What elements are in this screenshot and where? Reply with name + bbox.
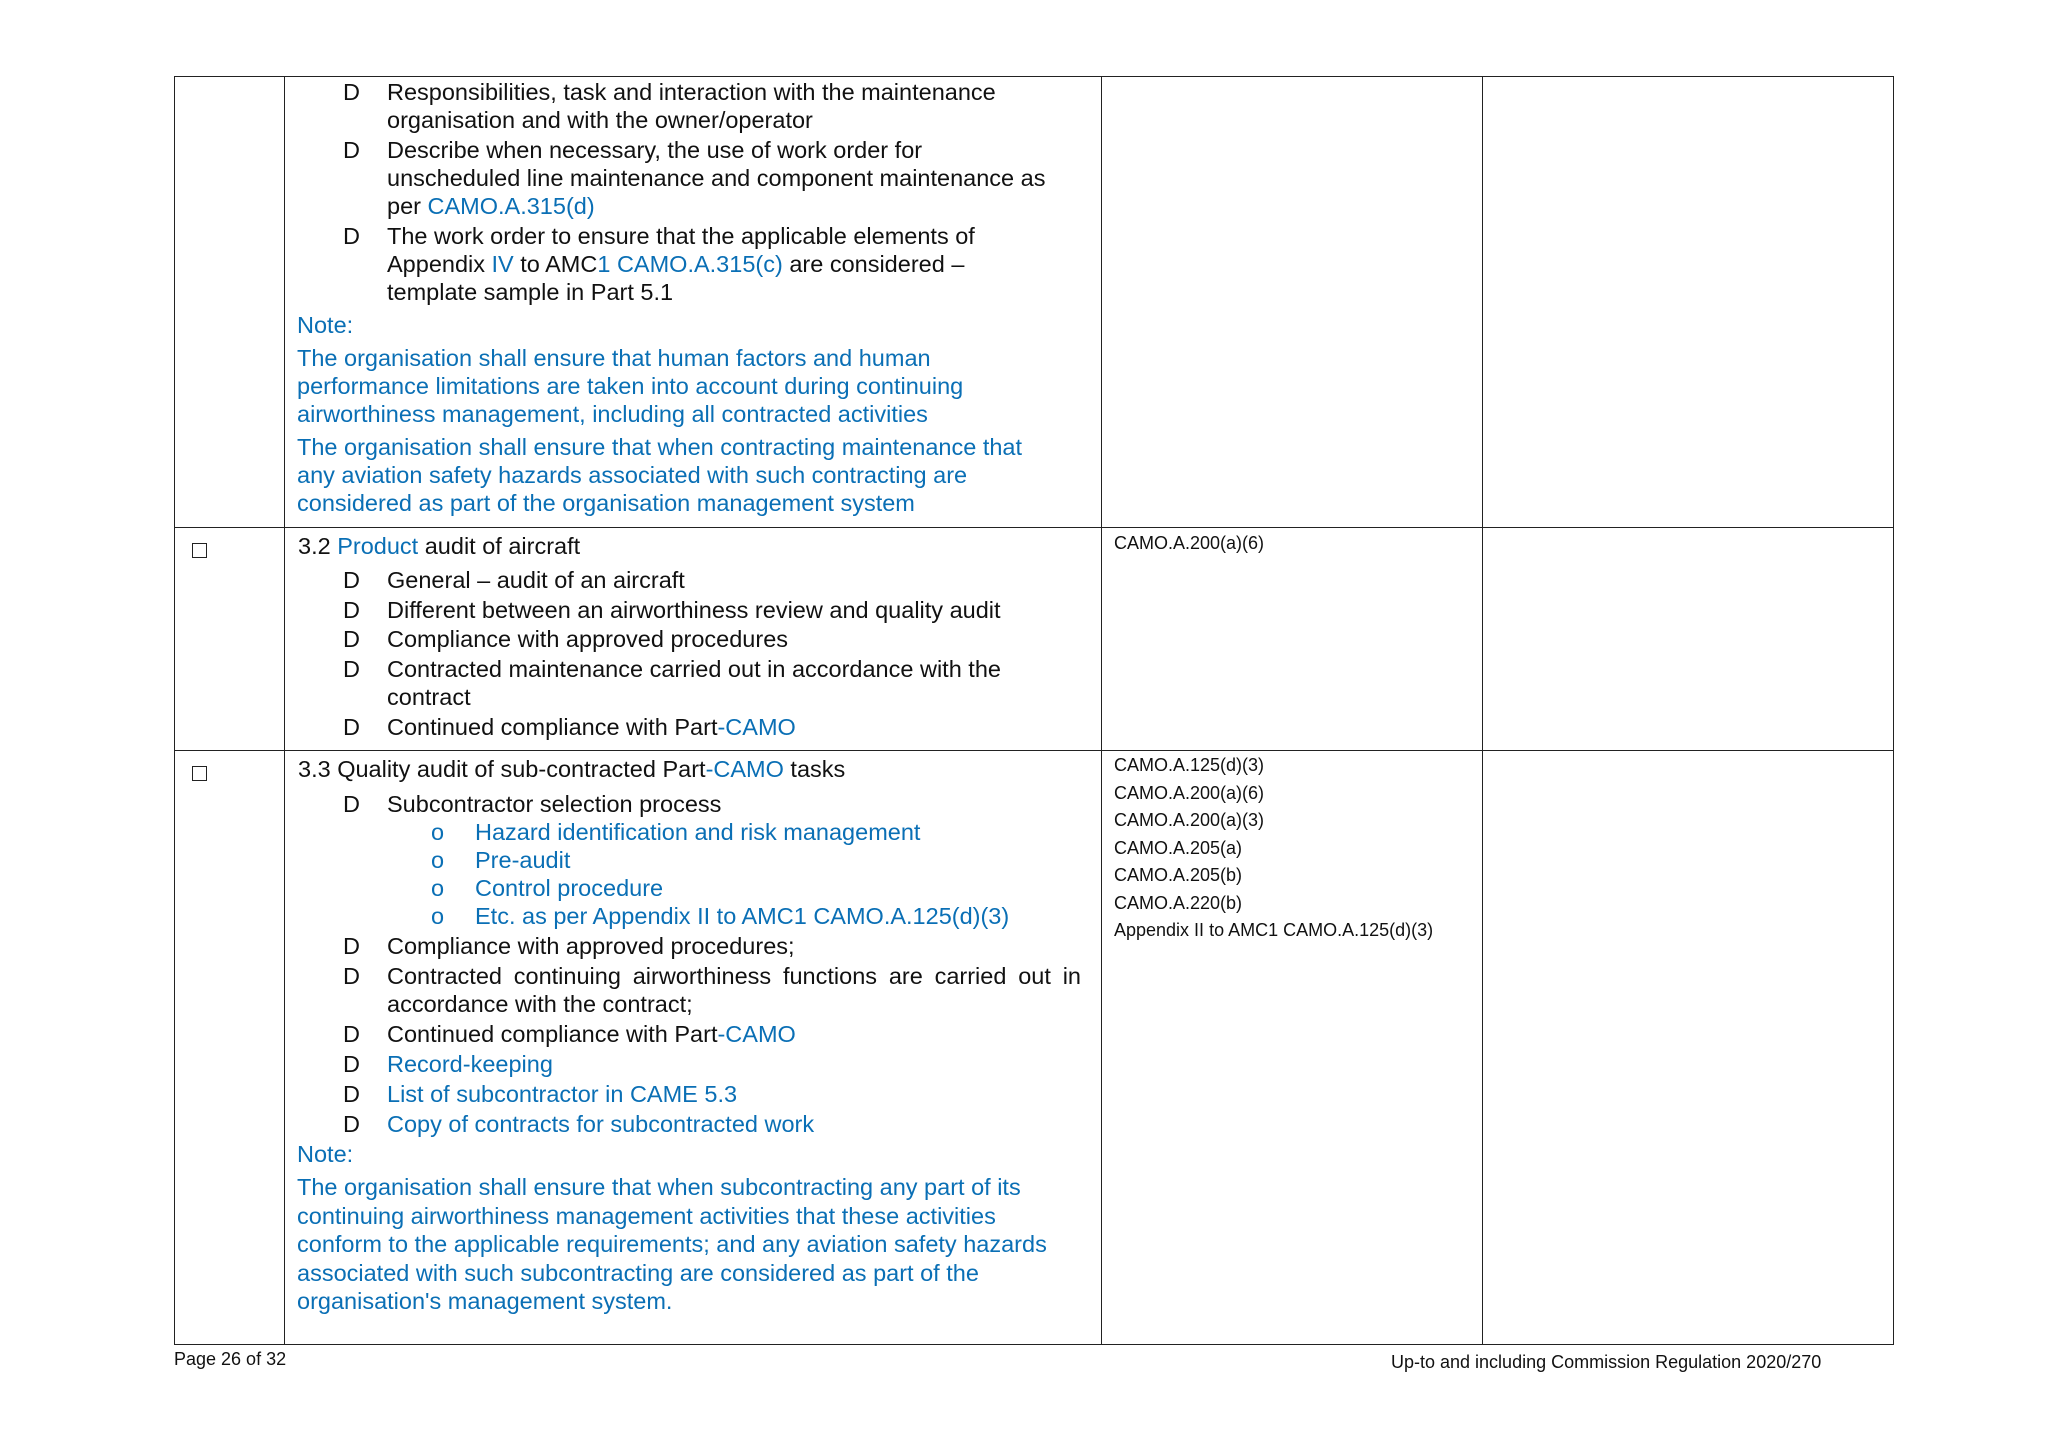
reference-item: CAMO.A.200(a)(3)	[1114, 810, 1265, 830]
reference-item: CAMO.A.125(d)(3)	[1114, 755, 1265, 775]
bullet-text-line: Contracted maintenance carried out in accordance with the	[387, 656, 1001, 682]
bullet-compliance: Compliance with approved procedures;	[387, 933, 795, 959]
sub-bullet-marker: o	[431, 875, 445, 901]
bullet-marker: D	[343, 963, 360, 989]
note-text-line: The organisation shall ensure that when subcontracting any part of its	[297, 1174, 1021, 1200]
bullet-marker: D	[343, 714, 360, 740]
note-label: Note:	[297, 312, 354, 338]
bullet-marker: D	[343, 567, 360, 593]
sub-bullet-marker: o	[431, 847, 445, 873]
bullet-marker: D	[343, 656, 360, 682]
reference-item: CAMO.A.205(a)	[1114, 837, 1243, 858]
bullet-marker: D	[343, 597, 360, 623]
note-text-line: organisation's management system.	[297, 1288, 673, 1314]
bullet-marker: D	[343, 1081, 360, 1107]
note-text-line: performance limitations are taken into account during continuing	[297, 373, 964, 399]
note-text-line: continuing airworthiness management activities that these activities	[297, 1202, 996, 1229]
note-text-line: conform to the applicable requirements; and any aviation safety hazards	[297, 1231, 1047, 1257]
bullet-marker: D	[343, 791, 360, 817]
bullet-marker: D	[343, 79, 360, 105]
row-3-2-heading: 3.2 Product audit of aircraft	[298, 533, 581, 559]
bullet-text-line: Continued compliance with Part-CAMO	[387, 714, 796, 740]
bullet-text-line: unscheduled line maintenance and component maintenance as	[387, 165, 1046, 191]
bullet-marker: D	[343, 626, 360, 652]
column-divider	[284, 77, 285, 1344]
sub-bullet-item: Pre-audit	[475, 847, 571, 873]
reference-item: Appendix II to AMC1 CAMO.A.125(d)(3)	[1114, 920, 1434, 940]
sub-bullet-marker: o	[431, 903, 445, 929]
bullet-text-line: Responsibilities, task and interaction with the maintenance	[387, 79, 996, 105]
note-label: Note:	[297, 1141, 354, 1167]
bullet-text-line: per CAMO.A.315(d)	[387, 193, 595, 219]
bullet-blue-item: List of subcontractor in CAME 5.3	[387, 1081, 738, 1107]
bullet-text-line: General – audit of an aircraft	[387, 567, 685, 593]
row-3-3-heading: 3.3 Quality audit of sub-contracted Part-CAMO tasks	[298, 756, 846, 782]
bullet-contracted-functions-line1: Contracted continuing airworthiness functions are carried out in	[387, 963, 1081, 989]
note-text-line: The organisation shall ensure that human factors and human	[297, 345, 931, 371]
row-3-2-checkbox[interactable]	[192, 543, 207, 558]
reference-item: CAMO.A.205(b)	[1114, 865, 1243, 885]
bullet-marker: D	[343, 1021, 360, 1047]
bullet-text-line: organisation and with the owner/operator	[387, 107, 813, 133]
bullet-text-line: Appendix IV to AMC1 CAMO.A.315(c) are considered –	[387, 251, 965, 277]
bullet-blue-item: Record-keeping	[387, 1051, 553, 1077]
sub-bullet-item: Etc. as per Appendix II to AMC1 CAMO.A.125(d)(3)	[475, 903, 1010, 929]
row-divider	[175, 527, 1893, 528]
bullet-blue-item: Copy of contracts for subcontracted work	[387, 1111, 815, 1137]
note-text-line: The organisation shall ensure that when contracting maintenance that	[297, 434, 1023, 460]
note-text-line: considered as part of the organisation management system	[297, 490, 915, 516]
bullet-text-line: Compliance with approved procedures	[387, 626, 789, 652]
sub-bullet-marker: o	[431, 819, 445, 845]
column-divider	[1482, 77, 1483, 1344]
row-3-2-reference: CAMO.A.200(a)(6)	[1114, 533, 1265, 553]
bullet-continued-compliance: Continued compliance with Part-CAMO	[387, 1021, 796, 1047]
note-text-line: associated with such subcontracting are considered as part of the	[297, 1259, 979, 1286]
bullet-text-line: Different between an airworthiness review and quality audit	[387, 597, 1001, 623]
bullet-text-line: The work order to ensure that the applicable elements of	[387, 223, 975, 249]
bullet-marker: D	[343, 223, 360, 249]
sub-bullet-item: Hazard identification and risk management	[475, 819, 921, 845]
row-3-3-checkbox[interactable]	[192, 766, 207, 781]
bullet-subcontractor-selection: Subcontractor selection process	[387, 791, 722, 817]
note-text-line: airworthiness management, including all contracted activities	[297, 401, 928, 427]
bullet-marker: D	[343, 1051, 360, 1077]
bullet-marker: D	[343, 1111, 360, 1137]
reference-item: CAMO.A.220(b)	[1114, 892, 1243, 913]
bullet-contracted-functions-line2: accordance with the contract;	[387, 991, 693, 1017]
bullet-text-line: contract	[387, 684, 471, 710]
note-text-line: any aviation safety hazards associated with such contracting are	[297, 462, 968, 488]
page-number: Page 26 of 32	[174, 1349, 287, 1369]
reference-item: CAMO.A.200(a)(6)	[1114, 782, 1265, 803]
column-divider	[1101, 77, 1102, 1344]
bullet-text-line: template sample in Part 5.1	[387, 279, 674, 305]
bullet-marker: D	[343, 933, 360, 959]
regulation-footer: Up-to and including Commission Regulation 2020/270	[1391, 1352, 1822, 1372]
sub-bullet-item: Control procedure	[475, 875, 664, 901]
bullet-text-line: Describe when necessary, the use of work order for	[387, 137, 923, 163]
bullet-marker: D	[343, 137, 360, 163]
row-divider	[175, 750, 1893, 751]
